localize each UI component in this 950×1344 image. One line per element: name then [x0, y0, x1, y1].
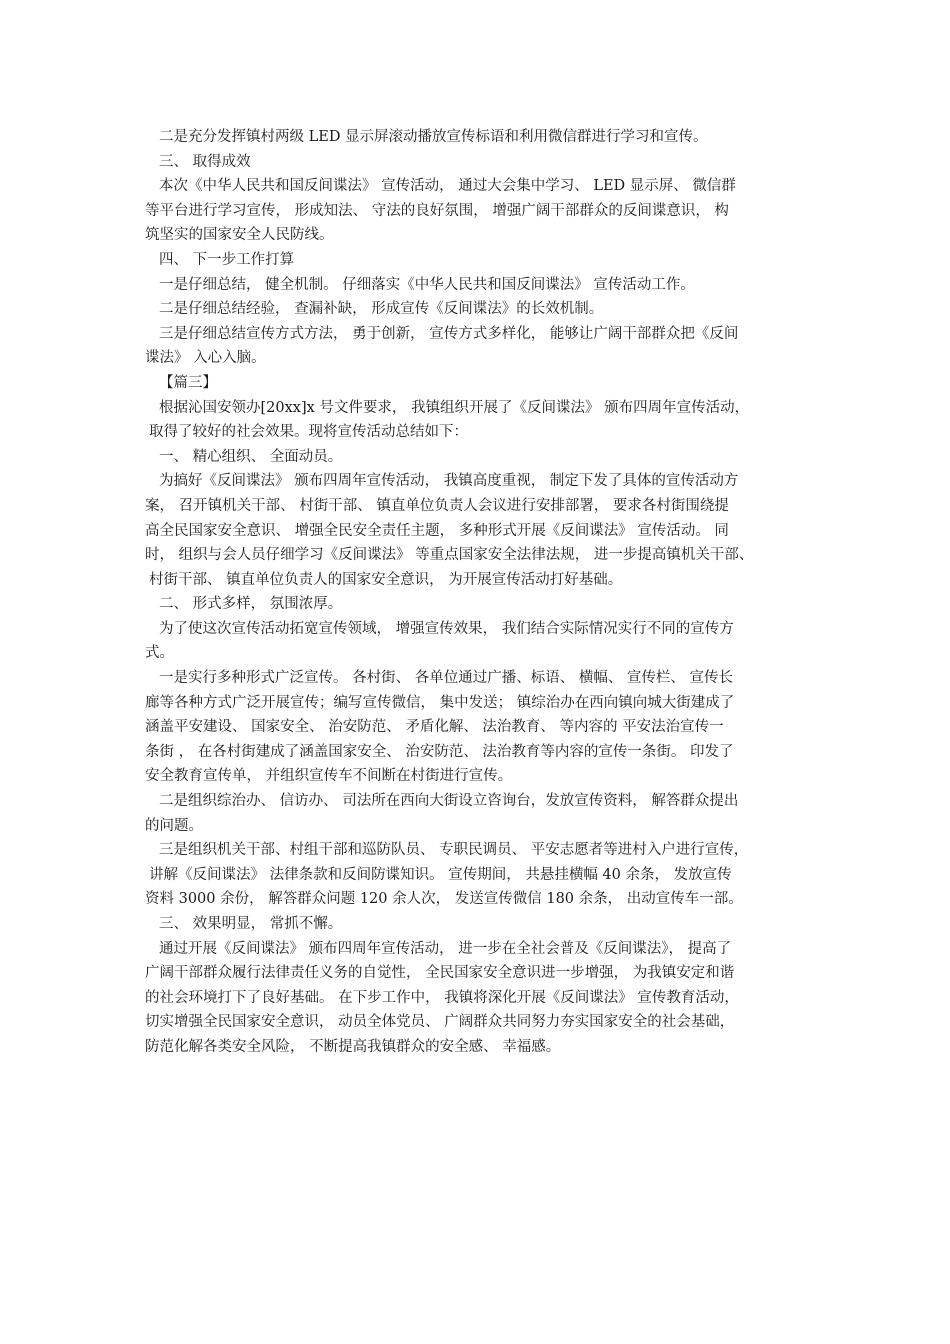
paragraph-line: 一是仔细总结， 健全机制。 仔细落实《中华人民共和国反间谍法》 宣传活动工作。 [159, 276, 695, 293]
paragraph-line: 二是充分发挥镇村两级 LED 显示屏滚动播放宣传标语和利用微信群进行学习和宣传。 [159, 129, 708, 145]
part-heading: 【篇三】 [159, 374, 217, 391]
section-heading: 三、 取得成效 [159, 153, 251, 170]
paragraph-line: 安全教育宣传单， 并组织宣传车不间断在村街进行宣传。 [145, 768, 513, 785]
paragraph-line: 为搞好《反间谍法》 颁布四周年宣传活动， 我镇高度重视， 制定下发了具体的宣传活动方 [159, 473, 739, 490]
paragraph-line: 三是仔细总结宣传方式方法， 勇于创新， 宣传方式多样化， 能够让广阔干部群众把《反间 [159, 325, 739, 342]
paragraph-line: 的问题。 [145, 817, 203, 834]
paragraph-line: 切实增强全民国家安全意识， 动员全体党员、 广阔群众共同努力夯实国家安全的社会基础， [145, 1014, 735, 1031]
paragraph-line: 式。 [145, 645, 174, 662]
paragraph-line: 取得了较好的社会效果。现将宣传活动总结如下： [149, 424, 468, 441]
paragraph-line: 一是实行多种形式广泛宣传。 各村街、 各单位通过广播、标语、 横幅、 宣传栏、 宣传长 [159, 670, 734, 687]
paragraph-line: 谍法》 入心入脑。 [145, 350, 266, 367]
paragraph-line: 通过开展《反间谍法》 颁布四周年宣传活动， 进一步在全社会普及《反间谍法》， 提高了 [159, 940, 732, 957]
section-heading: 一、 精心组织、 全面动员。 [159, 448, 343, 465]
paragraph-line: 资料 3000 余份， 解答群众问题 120 余人次， 发送宣传微信 180 余条， 出动宣传车一部。 [145, 891, 743, 908]
paragraph-line: 廊等各种方式广泛开展宣传；编写宣传微信， 集中发送； 镇综治办在西向镇向城大街建成了 [145, 694, 735, 711]
section-heading: 三、 效果明显， 常抓不懈。 [159, 916, 343, 932]
paragraph-line: 条街 ， 在各村街建成了涵盖国家安全、 治安防范、 法治教育等内容的宣传一条街。 印发了 [145, 743, 734, 760]
section-heading: 二、 形式多样， 氛围浓厚。 [159, 596, 343, 613]
paragraph-line: 涵盖平安建设、 国家安全、 治安防范、 矛盾化解、 法治教育、 等内容的 平安法治宣传一 [145, 719, 724, 736]
paragraph-line: 根据沁国安领办[20xx]x 号文件要求， 我镇组织开展了《反间谍法》 颁布四周年宣传活动， [159, 399, 750, 416]
paragraph-line: 时， 组织与会人员仔细学习《反间谍法》 等重点国家安全法律法规， 进一步提高镇机关干部、 [145, 547, 754, 564]
paragraph-line: 本次《中华人民共和国反间谍法》 宣传活动， 通过大会集中学习、 LED 显示屏、 微信群 [159, 178, 736, 195]
document-body [145, 125, 825, 1060]
paragraph-line: 的社会环境打下了良好基础。 在下步工作中， 我镇将深化开展《反间谍法》 宣传教育活动， [145, 989, 739, 1006]
paragraph-line: 广阔干部群众履行法律责任义务的自觉性， 全民国家安全意识进一步增强， 为我镇安定和谐 [145, 965, 735, 982]
paragraph-line: 高全民国家安全意识、 增强全民安全责任主题， 多种形式开展《反间谍法》 宣传活动。 同 [145, 522, 729, 539]
paragraph-line: 为了使这次宣传活动拓宽宣传领域， 增强宣传效果， 我们结合实际情况实行不同的宣传方 [159, 620, 734, 637]
paragraph-line: 防范化解各类安全风险， 不断提高我镇群众的安全感、 幸福感。 [145, 1038, 561, 1055]
paragraph-line: 二是组织综治办、 信访办、 司法所在西向大街设立咨询台，发放宣传资料， 解答群众提出 [159, 793, 739, 810]
paragraph-line: 三是组织机关干部、村组干部和巡防队员、 专职民调员、 平安志愿者等进村入户进行宣传， [159, 842, 749, 859]
paragraph-line: 等平台进行学习宣传， 形成知法、 守法的良好氛围， 增强广阔干部群众的反间谍意识， 构 [145, 202, 729, 219]
paragraph-line: 村街干部、 镇直单位负责人的国家安全意识， 为开展宣传活动打好基础。 [149, 571, 623, 588]
paragraph-line: 讲解《反间谍法》 法律条款和反间防谍知识。 宣传期间， 共悬挂横幅 40 余条， 发放宣传 [149, 866, 732, 883]
paragraph-line: 筑坚实的国家安全人民防线。 [145, 227, 334, 244]
paragraph-line: 案， 召开镇机关干部、 村街干部、 镇直单位负责人会议进行安排部署， 要求各村街围绕提 [145, 497, 729, 514]
section-heading: 四、 下一步工作打算 [159, 251, 295, 268]
paragraph-line: 二是仔细总结经验， 查漏补缺， 形成宣传《反间谍法》的长效机制。 [159, 301, 604, 318]
